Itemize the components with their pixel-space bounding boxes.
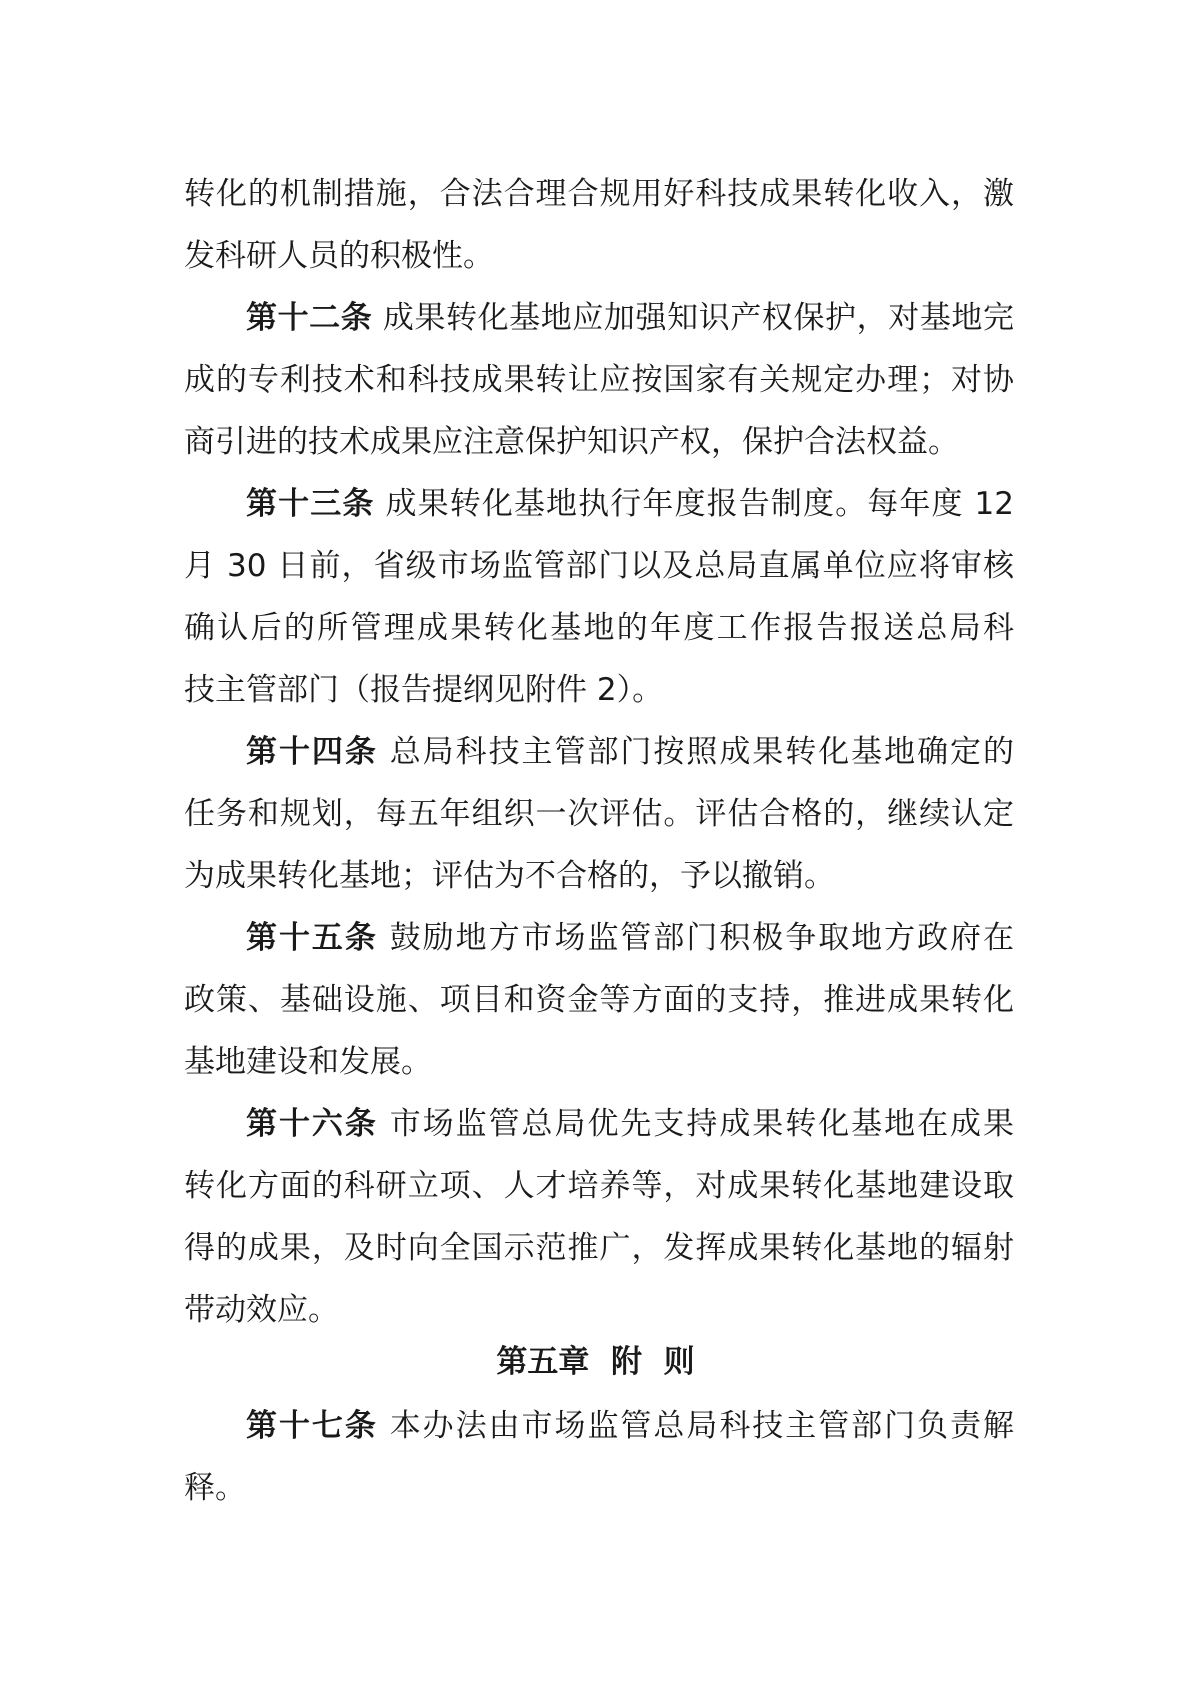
paragraph-line: 发科研人员的积极性。 <box>184 238 494 274</box>
paragraph-line: 商引进的技术成果应注意保护知识产权，保护合法权益。 <box>184 424 959 460</box>
paragraph-line: 转化的机制措施，合法合理合规用好科技成果转化收入，激 <box>184 176 1014 212</box>
paragraph-line: 月 30 日前，省级市场监管部门以及总局直属单位应将审核 <box>184 548 1014 584</box>
chapter-heading: 第五章 附 则 <box>496 1344 695 1380</box>
article-text: 成果转化基地执行年度报告制度。每年度 12 <box>385 486 1014 522</box>
article-text: 总局科技主管部门按照成果转化基地确定的 <box>389 734 1014 770</box>
paragraph-line: 转化方面的科研立项、人才培养等，对成果转化基地建设取 <box>184 1168 1014 1204</box>
article-number: 第十六条 <box>246 1106 378 1142</box>
article-17-first-line <box>246 1396 1014 1456</box>
paragraph-line: 得的成果，及时向全国示范推广，发挥成果转化基地的辐射 <box>184 1230 1014 1266</box>
article-13-first-line <box>246 474 1014 534</box>
article-number: 第十四条 <box>246 734 378 770</box>
paragraph-line: 技主管部门（报告提纲见附件 2）。 <box>184 672 664 708</box>
paragraph-line: 为成果转化基地；评估为不合格的，予以撤销。 <box>184 858 835 894</box>
article-number: 第十三条 <box>246 486 375 522</box>
article-text: 成果转化基地应加强知识产权保护，对基地完 <box>382 300 1014 336</box>
article-text: 市场监管总局优先支持成果转化基地在成果 <box>389 1106 1014 1142</box>
article-14-first-line <box>246 722 1014 782</box>
paragraph-line: 确认后的所管理成果转化基地的年度工作报告报送总局科 <box>184 610 1014 646</box>
article-text: 本办法由市场监管总局科技主管部门负责解 <box>389 1408 1014 1444</box>
article-text: 鼓励地方市场监管部门积极争取地方政府在 <box>389 920 1014 956</box>
article-number: 第十七条 <box>246 1408 378 1444</box>
article-15-first-line <box>246 908 1014 968</box>
paragraph-line: 释。 <box>184 1470 246 1506</box>
article-16-first-line <box>246 1094 1014 1154</box>
paragraph-line: 基地建设和发展。 <box>184 1044 432 1080</box>
paragraph-line: 带动效应。 <box>184 1292 339 1328</box>
paragraph-line: 政策、基础设施、项目和资金等方面的支持，推进成果转化 <box>184 982 1014 1018</box>
paragraph-line: 成的专利技术和科技成果转让应按国家有关规定办理；对协 <box>184 362 1014 398</box>
paragraph-line: 任务和规划，每五年组织一次评估。评估合格的，继续认定 <box>184 796 1014 832</box>
article-12-first-line <box>246 288 1014 348</box>
article-number: 第十二条 <box>246 300 373 336</box>
article-number: 第十五条 <box>246 920 378 956</box>
